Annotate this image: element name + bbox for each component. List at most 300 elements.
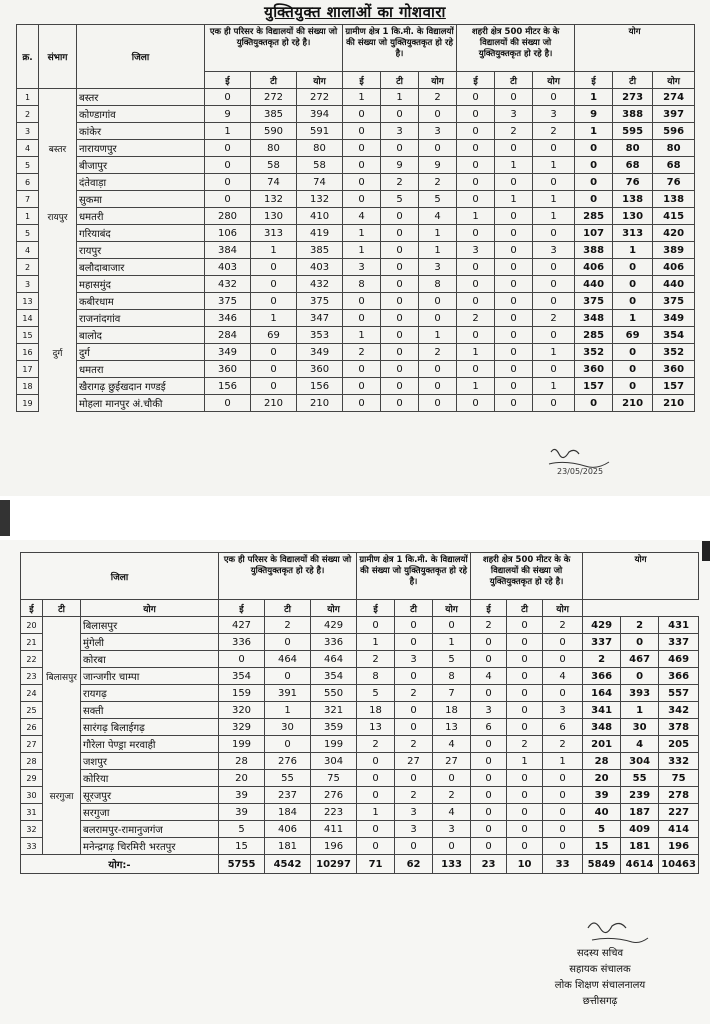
row-value: 2	[543, 736, 583, 753]
table-row	[17, 174, 695, 191]
total-value: 10297	[311, 855, 357, 874]
row-value: 0	[507, 634, 543, 651]
row-value: 0	[613, 344, 653, 361]
row-value: 0	[395, 770, 433, 787]
subhead-same-yog: योग	[297, 72, 343, 89]
row-sno: 27	[21, 736, 43, 753]
table-row	[17, 123, 695, 140]
row-value: 205	[659, 736, 699, 753]
row-sno: 4	[17, 242, 39, 259]
row-value: 0	[381, 327, 419, 344]
row-value: 0	[575, 191, 613, 208]
row-value: 550	[311, 685, 357, 702]
row-value: 223	[311, 804, 357, 821]
row-value: 0	[381, 259, 419, 276]
row-value: 432	[205, 276, 251, 293]
row-value: 0	[381, 310, 419, 327]
row-value: 349	[205, 344, 251, 361]
row-district: कोण्डागांव	[77, 106, 205, 123]
row-value: 0	[543, 634, 583, 651]
row-value: 1	[495, 191, 533, 208]
row-value: 0	[357, 753, 395, 770]
row-value: 0	[533, 174, 575, 191]
row-value: 196	[311, 838, 357, 855]
row-value: 0	[533, 361, 575, 378]
row-value: 0	[471, 753, 507, 770]
row-division: रायपुर	[39, 208, 77, 225]
table-row	[21, 617, 699, 634]
row-value: 276	[265, 753, 311, 770]
row-value: 138	[653, 191, 695, 208]
row-value: 5	[219, 821, 265, 838]
table-row	[21, 651, 699, 668]
row-value: 388	[575, 242, 613, 259]
row-value: 132	[297, 191, 343, 208]
row-value: 2	[543, 617, 583, 634]
row-value: 2	[395, 685, 433, 702]
row-sno: 17	[17, 361, 39, 378]
table-row	[17, 327, 695, 344]
table-row	[17, 361, 695, 378]
row-value: 0	[613, 293, 653, 310]
table-row	[17, 242, 695, 259]
row-value: 210	[297, 395, 343, 412]
row-division	[43, 651, 81, 668]
row-value: 403	[205, 259, 251, 276]
row-district: मोहला मानपुर अं.चौकी	[77, 395, 205, 412]
row-sno: 31	[21, 804, 43, 821]
row-value: 388	[613, 106, 653, 123]
row-sno: 23	[21, 668, 43, 685]
row-value: 0	[533, 327, 575, 344]
subhead-urban-yog: योग	[433, 600, 471, 617]
row-value: 385	[251, 106, 297, 123]
table-row	[21, 719, 699, 736]
row-value: 156	[205, 378, 251, 395]
row-value: 138	[613, 191, 653, 208]
row-value: 391	[265, 685, 311, 702]
row-sno: 26	[21, 719, 43, 736]
row-value: 352	[575, 344, 613, 361]
row-value: 285	[575, 208, 613, 225]
row-value: 199	[311, 736, 357, 753]
row-value: 1	[533, 344, 575, 361]
row-sno: 25	[21, 702, 43, 719]
row-value: 0	[471, 770, 507, 787]
row-value: 0	[205, 89, 251, 106]
table-row	[17, 276, 695, 293]
subhead-total-t: टी	[507, 600, 543, 617]
row-value: 0	[343, 361, 381, 378]
row-value: 359	[311, 719, 357, 736]
row-value: 2	[533, 310, 575, 327]
row-division	[39, 259, 77, 276]
row-sno: 19	[17, 395, 39, 412]
row-value: 0	[471, 634, 507, 651]
row-value: 410	[297, 208, 343, 225]
table-row	[21, 821, 699, 838]
row-value: 393	[621, 685, 659, 702]
row-value: 0	[457, 293, 495, 310]
row-value: 2	[381, 174, 419, 191]
row-sno: 20	[21, 617, 43, 634]
col-urban-2: शहरी क्षेत्र 500 मीटर के के विद्यालयों की संख्या जो युक्तियुक्तकृत हो रहे है।	[471, 553, 583, 600]
row-value: 0	[457, 395, 495, 412]
row-division	[43, 736, 81, 753]
row-value: 1	[419, 327, 457, 344]
row-value: 321	[311, 702, 357, 719]
row-value: 0	[457, 276, 495, 293]
row-value: 0	[471, 804, 507, 821]
totals-label: योग:-	[21, 855, 219, 874]
row-value: 237	[265, 787, 311, 804]
row-value: 596	[653, 123, 695, 140]
row-value: 20	[583, 770, 621, 787]
row-division	[43, 753, 81, 770]
row-value: 69	[251, 327, 297, 344]
row-value: 431	[659, 617, 699, 634]
row-value: 80	[653, 140, 695, 157]
col-total: योग	[575, 25, 695, 72]
row-value: 0	[495, 174, 533, 191]
row-value: 0	[495, 208, 533, 225]
row-value: 5	[357, 685, 395, 702]
row-district: सरगुजा	[81, 804, 219, 821]
row-value: 4	[433, 804, 471, 821]
row-value: 9	[205, 106, 251, 123]
row-division: दुर्ग	[39, 344, 77, 361]
row-division	[39, 327, 77, 344]
row-district: मुंगेली	[81, 634, 219, 651]
row-value: 0	[343, 293, 381, 310]
row-value: 1	[533, 208, 575, 225]
row-value: 5	[433, 651, 471, 668]
subhead-same-t: टी	[43, 600, 81, 617]
row-division	[39, 174, 77, 191]
subhead-urban-e: ई	[357, 600, 395, 617]
row-value: 406	[575, 259, 613, 276]
total-value: 62	[395, 855, 433, 874]
row-value: 0	[205, 157, 251, 174]
row-value: 0	[457, 174, 495, 191]
total-value: 4542	[265, 855, 311, 874]
signature-1	[545, 442, 615, 478]
row-value: 0	[457, 89, 495, 106]
row-value: 440	[575, 276, 613, 293]
row-value: 6	[543, 719, 583, 736]
table-row	[21, 787, 699, 804]
row-value: 1	[533, 378, 575, 395]
row-value: 0	[613, 378, 653, 395]
row-value: 74	[297, 174, 343, 191]
row-value: 0	[533, 89, 575, 106]
row-value: 385	[297, 242, 343, 259]
subhead-rural-yog: योग	[419, 72, 457, 89]
row-value: 4	[433, 736, 471, 753]
table-row	[17, 378, 695, 395]
row-value: 2	[621, 617, 659, 634]
row-value: 0	[507, 838, 543, 855]
col-same-campus-2: एक ही परिसर के विद्यालयों की संख्या जो युक्तियुक्तकृत हो रहे है।	[219, 553, 357, 600]
row-value: 2	[419, 89, 457, 106]
row-value: 354	[311, 668, 357, 685]
row-value: 0	[533, 395, 575, 412]
row-value: 0	[507, 770, 543, 787]
row-value: 8	[433, 668, 471, 685]
row-division	[39, 293, 77, 310]
row-value: 0	[575, 174, 613, 191]
row-value: 3	[381, 123, 419, 140]
row-value: 0	[419, 378, 457, 395]
row-value: 76	[653, 174, 695, 191]
row-value: 0	[357, 787, 395, 804]
row-value: 1	[265, 702, 311, 719]
row-value: 375	[575, 293, 613, 310]
row-value: 0	[395, 634, 433, 651]
col-total-2: योग	[583, 553, 699, 600]
row-value: 0	[457, 225, 495, 242]
subhead-total-t: टी	[613, 72, 653, 89]
row-division	[39, 395, 77, 412]
row-value: 0	[457, 123, 495, 140]
row-value: 0	[507, 685, 543, 702]
row-value: 75	[659, 770, 699, 787]
row-value: 0	[419, 293, 457, 310]
row-value: 2	[457, 310, 495, 327]
row-district: रायगढ़	[81, 685, 219, 702]
row-value: 353	[297, 327, 343, 344]
row-value: 0	[507, 668, 543, 685]
row-value: 0	[621, 634, 659, 651]
row-value: 3	[471, 702, 507, 719]
col-same-campus: एक ही परिसर के विद्यालयों की संख्या जो युक्तियुक्तकृत हो रहे है।	[205, 25, 343, 72]
row-value: 80	[613, 140, 653, 157]
row-value: 1	[251, 310, 297, 327]
row-value: 1	[457, 344, 495, 361]
row-value: 28	[219, 753, 265, 770]
row-division	[43, 702, 81, 719]
subhead-urban-yog: योग	[533, 72, 575, 89]
row-value: 4	[543, 668, 583, 685]
row-value: 107	[575, 225, 613, 242]
row-value: 0	[251, 276, 297, 293]
row-value: 0	[533, 293, 575, 310]
row-value: 4	[471, 668, 507, 685]
row-sno: 1	[17, 89, 39, 106]
row-value: 210	[251, 395, 297, 412]
row-value: 557	[659, 685, 699, 702]
row-value: 159	[219, 685, 265, 702]
row-value: 0	[533, 276, 575, 293]
row-value: 0	[495, 310, 533, 327]
table-row	[17, 259, 695, 276]
row-value: 0	[457, 106, 495, 123]
row-value: 0	[251, 344, 297, 361]
row-value: 348	[575, 310, 613, 327]
row-sno: 21	[21, 634, 43, 651]
row-value: 199	[219, 736, 265, 753]
row-sno: 5	[17, 225, 39, 242]
table-row	[21, 804, 699, 821]
table-row	[17, 191, 695, 208]
row-division	[43, 821, 81, 838]
row-value: 1	[575, 89, 613, 106]
row-value: 0	[533, 140, 575, 157]
row-value: 419	[297, 225, 343, 242]
row-value: 201	[583, 736, 621, 753]
subhead-total-yog: योग	[543, 600, 583, 617]
row-value: 0	[381, 106, 419, 123]
row-value: 0	[613, 276, 653, 293]
row-sno: 7	[17, 191, 39, 208]
row-value: 0	[265, 736, 311, 753]
row-district: सुकमा	[77, 191, 205, 208]
row-value: 1	[575, 123, 613, 140]
row-district: बिलासपुर	[81, 617, 219, 634]
row-division	[39, 242, 77, 259]
row-value: 313	[251, 225, 297, 242]
row-value: 464	[311, 651, 357, 668]
row-district: राजनांदगांव	[77, 310, 205, 327]
row-value: 313	[613, 225, 653, 242]
row-value: 304	[621, 753, 659, 770]
row-value: 1	[457, 208, 495, 225]
subhead-total-e: ई	[471, 600, 507, 617]
row-value: 39	[219, 787, 265, 804]
row-value: 39	[219, 804, 265, 821]
row-district: मनेन्द्रगढ़ चिरमिरी भरतपुर	[81, 838, 219, 855]
row-value: 0	[457, 157, 495, 174]
row-value: 347	[297, 310, 343, 327]
row-value: 0	[495, 89, 533, 106]
row-value: 0	[265, 634, 311, 651]
row-value: 0	[251, 259, 297, 276]
subhead-rural-yog: योग	[311, 600, 357, 617]
row-value: 0	[575, 157, 613, 174]
row-value: 366	[659, 668, 699, 685]
row-value: 349	[653, 310, 695, 327]
row-value: 0	[357, 821, 395, 838]
subhead-urban-t: टी	[495, 72, 533, 89]
row-value: 80	[251, 140, 297, 157]
row-value: 0	[457, 259, 495, 276]
row-value: 366	[583, 668, 621, 685]
table-row	[17, 310, 695, 327]
row-value: 4	[419, 208, 457, 225]
row-value: 0	[471, 838, 507, 855]
row-value: 0	[433, 838, 471, 855]
row-sno: 29	[21, 770, 43, 787]
row-value: 2	[265, 617, 311, 634]
row-sno: 18	[17, 378, 39, 395]
row-value: 55	[265, 770, 311, 787]
row-value: 284	[205, 327, 251, 344]
row-division	[39, 191, 77, 208]
row-value: 3	[419, 259, 457, 276]
row-value: 75	[311, 770, 357, 787]
row-value: 0	[471, 787, 507, 804]
row-value: 0	[543, 685, 583, 702]
row-value: 1	[507, 753, 543, 770]
row-value: 432	[297, 276, 343, 293]
row-value: 0	[543, 821, 583, 838]
row-value: 0	[251, 378, 297, 395]
row-value: 3	[395, 651, 433, 668]
row-district: रायपुर	[77, 242, 205, 259]
row-value: 27	[433, 753, 471, 770]
row-value: 0	[343, 378, 381, 395]
row-value: 337	[583, 634, 621, 651]
row-value: 3	[457, 242, 495, 259]
row-value: 0	[381, 293, 419, 310]
subhead-urban-e: ई	[457, 72, 495, 89]
row-value: 0	[343, 310, 381, 327]
row-value: 196	[659, 838, 699, 855]
row-division	[39, 225, 77, 242]
row-value: 1	[533, 191, 575, 208]
subhead-total-yog: योग	[653, 72, 695, 89]
subhead-rural-t: टी	[265, 600, 311, 617]
row-value: 342	[659, 702, 699, 719]
row-value: 0	[395, 617, 433, 634]
row-division	[39, 123, 77, 140]
row-value: 375	[653, 293, 695, 310]
row-sno: 13	[17, 293, 39, 310]
row-division	[43, 804, 81, 821]
row-value: 18	[433, 702, 471, 719]
row-sno: 16	[17, 344, 39, 361]
row-division	[43, 617, 81, 634]
row-district: दुर्ग	[77, 344, 205, 361]
row-value: 378	[659, 719, 699, 736]
row-value: 239	[621, 787, 659, 804]
row-value: 8	[419, 276, 457, 293]
row-division	[39, 310, 77, 327]
col-district-2: जिला	[21, 553, 219, 600]
row-value: 3	[395, 821, 433, 838]
row-district: सूरजपुर	[81, 787, 219, 804]
row-division: बस्तर	[39, 140, 77, 157]
row-district: कबीरधाम	[77, 293, 205, 310]
row-value: 384	[205, 242, 251, 259]
row-value: 0	[343, 191, 381, 208]
row-value: 76	[613, 174, 653, 191]
row-value: 304	[311, 753, 357, 770]
row-value: 2	[343, 344, 381, 361]
row-value: 0	[343, 106, 381, 123]
row-value: 280	[205, 208, 251, 225]
table-row	[17, 395, 695, 412]
row-value: 74	[251, 174, 297, 191]
row-division	[39, 157, 77, 174]
row-value: 0	[457, 361, 495, 378]
row-value: 0	[251, 361, 297, 378]
row-district: दंतेवाड़ा	[77, 174, 205, 191]
col-urban: शहरी क्षेत्र 500 मीटर के के विद्यालयों की संख्या जो युक्तियुक्तकृत हो रहे है।	[457, 25, 575, 72]
row-value: 360	[205, 361, 251, 378]
row-value: 375	[205, 293, 251, 310]
row-division	[39, 276, 77, 293]
row-value: 0	[395, 719, 433, 736]
row-division: सरगुजा	[43, 787, 81, 804]
total-value: 23	[471, 855, 507, 874]
row-value: 0	[205, 174, 251, 191]
row-sno: 22	[21, 651, 43, 668]
subhead-rural-e: ई	[219, 600, 265, 617]
row-value: 0	[381, 140, 419, 157]
row-sno: 32	[21, 821, 43, 838]
row-value: 20	[219, 770, 265, 787]
